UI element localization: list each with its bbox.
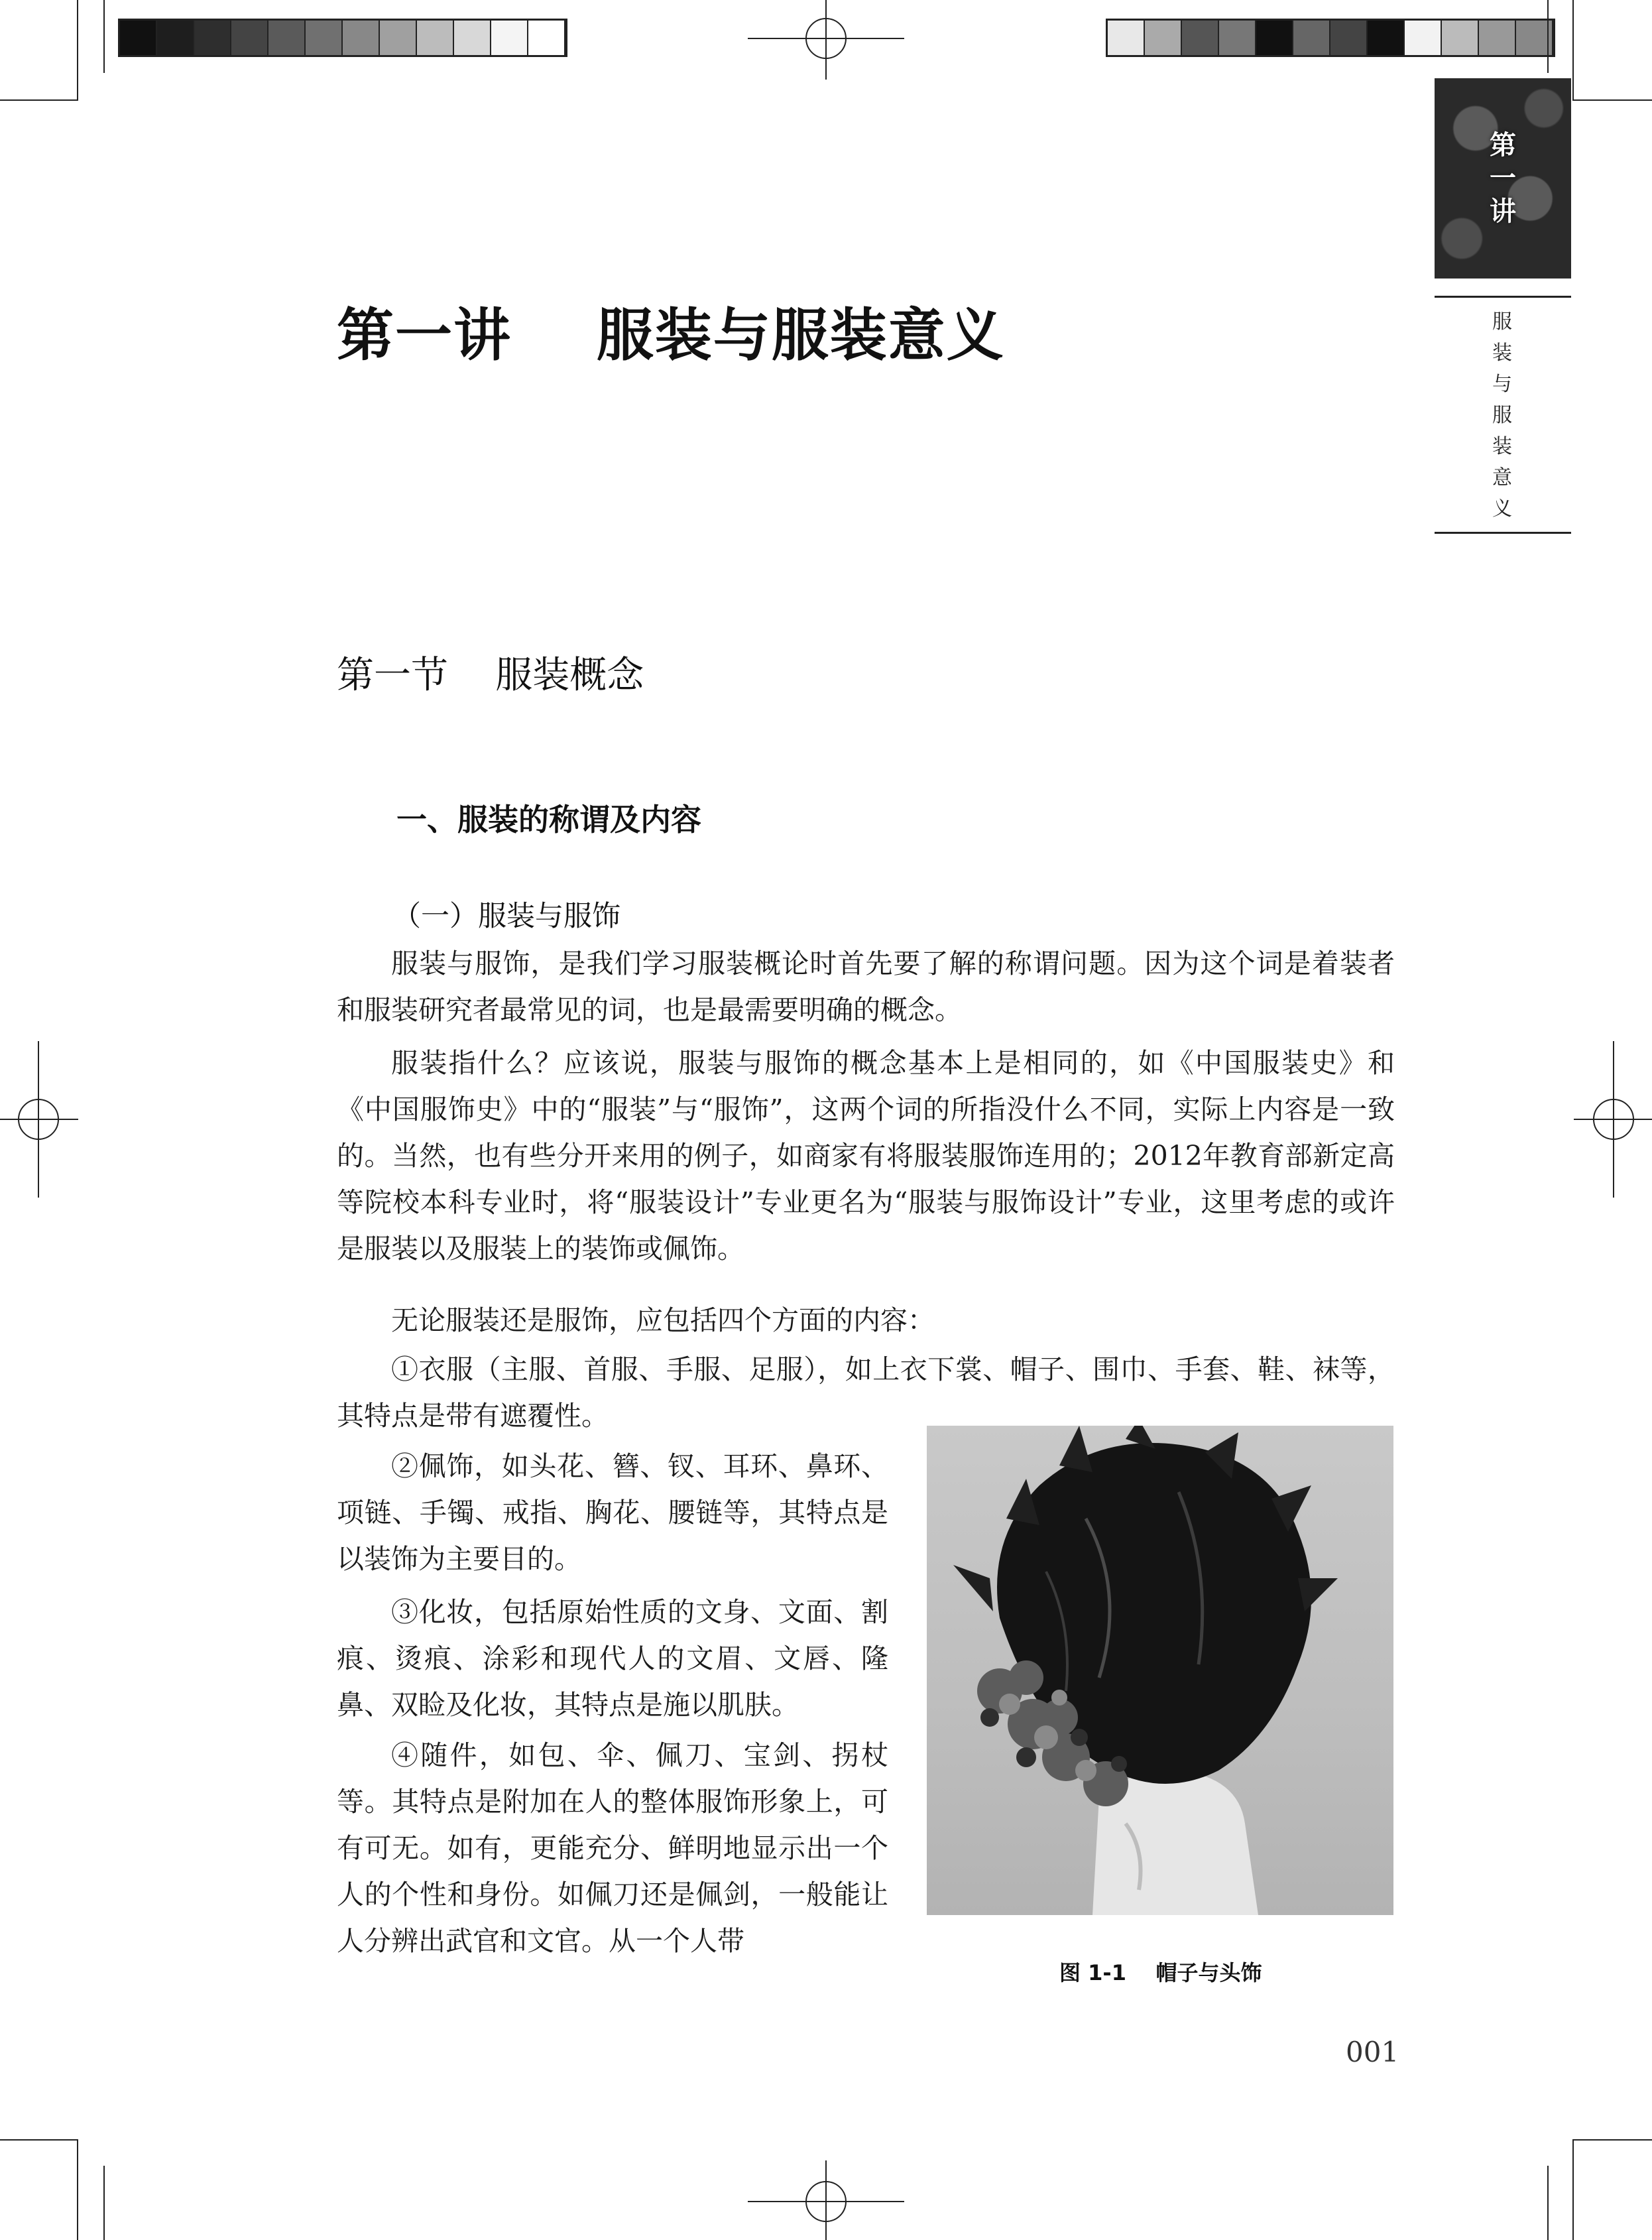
figure-caption: 图 1-1 帽子与头饰 [1059, 1960, 1262, 1985]
subsection-title: 一、服装的称谓及内容 [396, 802, 701, 838]
color-bar-right [1106, 19, 1555, 57]
page-number: 001 [1346, 2036, 1399, 2068]
hat-photo [927, 1426, 1393, 1915]
running-title-char: 意 [1492, 466, 1512, 489]
tab-char: 一 [1490, 162, 1516, 194]
crop-mark [0, 99, 78, 101]
running-title-char: 义 [1492, 497, 1512, 521]
running-title-char: 装 [1492, 342, 1512, 365]
body-paragraph: ①衣服（主服、首服、手服、足服），如上衣下裳、帽子、围巾、手套、鞋、袜等，其特点是带有遮覆性。 [337, 1353, 1395, 1432]
subsubsection-title: （一）服装与服饰 [392, 900, 620, 933]
crop-mark [0, 2139, 78, 2141]
body-paragraph: 无论服装还是服饰，应包括四个方面的内容： [391, 1304, 935, 1336]
crop-mark [77, 0, 78, 101]
body-paragraph: 服装与服饰，是我们学习服装概论时首先要了解的称谓问题。因为这个词是着装者和服装研究者最常见的词，也是最需要明确的概念。 [337, 948, 1395, 1026]
body-paragraph: ④随件，如包、伞、佩刀、宝剑、拐杖等。其特点是附加在人的整体服饰形象上，可有可无。如有，更能充分、鲜明地显示出一个人的个性和身份。如佩刀还是佩剑，一般能让人分辨出武官和文官。从一个人带 [337, 1739, 888, 1957]
running-title-vertical [1458, 306, 1546, 525]
tab-char: 讲 [1490, 196, 1516, 227]
crop-mark [1572, 99, 1652, 101]
crop-mark [103, 0, 105, 73]
running-title-char: 与 [1492, 373, 1512, 396]
tab-divider [1435, 532, 1571, 534]
tab-divider [1435, 296, 1571, 298]
body-paragraph: 服装指什么？应该说，服装与服饰的概念基本上是相同的，如《中国服装史》和《中国服饰史》中的“服装”与“服饰”，这两个词的所指没什么不同，实际上内容是一致的。当然，也有些分开来用的例子，如商家有将服装服饰连用的；2012年教育部新定高等院校本科专业时，将“服装设计”专业更名为“服装与服饰设计”专业，这里考虑的或许是服装以及服装上的装饰或佩饰。 [337, 1047, 1395, 1265]
registration-target-bottom [748, 2160, 904, 2240]
registration-target-top [748, 0, 904, 80]
crop-mark [1572, 2139, 1652, 2141]
crop-mark [103, 2166, 105, 2240]
chapter-title: 第一讲 服装与服装意义 [337, 302, 1005, 369]
crop-mark [1572, 0, 1574, 101]
hat-illustration [927, 1426, 1393, 1915]
body-paragraph: ②佩饰，如头花、簪、钗、耳环、鼻环、项链、手镯、戒指、胸花、腰链等，其特点是以装饰为主要目的。 [337, 1450, 888, 1575]
registration-target-left [0, 1041, 78, 1198]
chapter-tab [1435, 78, 1571, 279]
crop-mark [1572, 2139, 1574, 2240]
crop-mark [77, 2139, 78, 2240]
running-title-char: 装 [1492, 435, 1512, 458]
color-bar-left [118, 19, 567, 57]
running-title-char: 服 [1492, 404, 1512, 427]
tab-char: 第 [1490, 129, 1516, 160]
section-title: 第一节 服装概念 [337, 654, 644, 697]
running-title-char: 服 [1492, 310, 1512, 334]
crop-mark [1547, 0, 1549, 73]
body-paragraph: ③化妆，包括原始性质的文身、文面、割痕、烫痕、涂彩和现代人的文眉、文唇、隆鼻、双睑及化妆，其特点是施以肌肤。 [337, 1596, 888, 1721]
registration-target-right [1574, 1041, 1652, 1198]
crop-mark [1547, 2166, 1549, 2240]
